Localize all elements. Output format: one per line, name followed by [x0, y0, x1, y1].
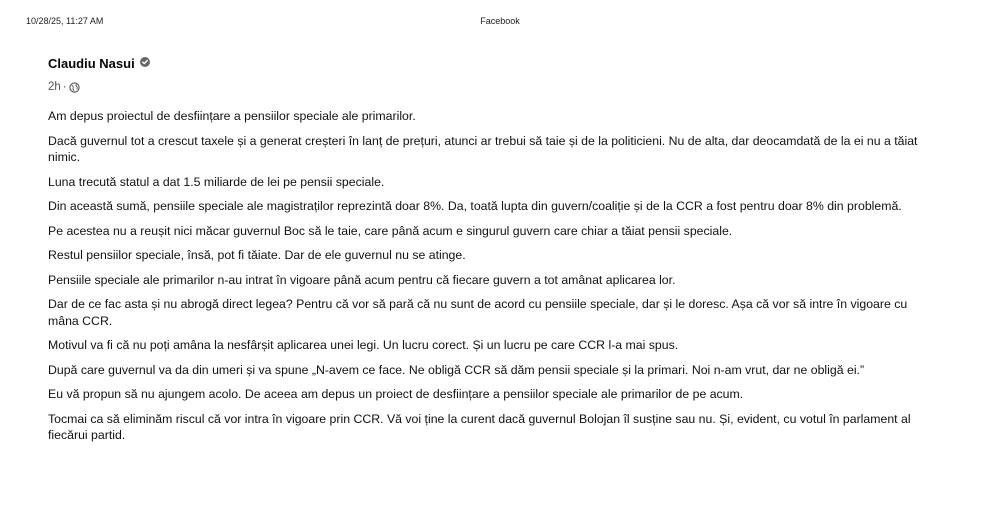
post-author-name[interactable]: Claudiu Nasui [48, 55, 135, 71]
post-paragraph: Dar de ce fac asta și nu abrogă direct legea? Pentru că vor să pară că nu sunt de acord cu pensiile speciale, dar și le doresc. Așa că vor să intre în vigoare cu mâna CCR. [48, 297, 908, 328]
post-body [48, 108, 928, 444]
post-time[interactable]: 2h [48, 81, 61, 93]
post-paragraph: Tocmai ca să eliminăm riscul că vor intra în vigoare prin CCR. Vă voi ține la curent dacă guvernul Bolojan îl susține sau nu. Și, evident, cu votul în parlament al fiecărui partid. [48, 411, 911, 442]
post-paragraph: Eu vă propun să nu ajungem acolo. De aceea am depus un proiect de desființare a pensiilor speciale ale primarilor de pe acum. [48, 387, 744, 401]
globe-icon [69, 82, 80, 93]
post-paragraph: Dacă guvernul tot a crescut taxele și a generat creșteri în lanț de prețuri, atunci ar trebui să taie și de la politicieni. Nu de alta, dar deocamdată de la ei nu a tăiat nimic. [48, 133, 918, 164]
post-paragraph: Motivul va fi că nu poți amâna la nesfârșit aplicarea unei legi. Un lucru corect. Și un lucru pe care CCR l-a mai spus. [48, 338, 679, 352]
print-site-title: Facebook [480, 16, 520, 26]
meta-separator: · [62, 81, 67, 93]
print-header [26, 16, 974, 28]
facebook-post [48, 54, 928, 452]
verified-badge-icon [140, 54, 150, 64]
post-author-row [48, 54, 928, 72]
post-paragraph: După care guvernul va da din umeri și va spune „N-avem ce face. Ne obligă CCR să dăm pensii speciale și la primari. Noi n-am vrut, dar ne obligă ei.” [48, 362, 865, 377]
post-paragraph: Am depus proiectul de desființare a pensiilor speciale ale primarilor. [48, 109, 416, 123]
post-paragraph: Pe acestea nu a reușit nici măcar guvernul Boc să le taie, care până acum e singurul guvern care chiar a tăiat pensii speciale. [48, 223, 733, 238]
post-paragraph: Din această sumă, pensiile speciale ale magistraților reprezintă doar 8%. Da, toată lupta din guvern/coaliție și de la CCR a fost pentru doar 8% din problemă. [48, 199, 902, 213]
post-meta-row [48, 80, 928, 94]
post-paragraph: Pensiile speciale ale primarilor n-au intrat în vigoare până acum pentru că fiecare guvern a tot amânat aplicarea lor. [48, 272, 676, 287]
post-paragraph: Luna trecută statul a dat 1.5 miliarde de lei pe pensii speciale. [48, 174, 385, 189]
post-paragraph: Restul pensiilor speciale, însă, pot fi tăiate. Dar de ele guvernul nu se atinge. [48, 248, 466, 262]
print-timestamp: 10/28/25, 11:27 AM [26, 16, 104, 26]
